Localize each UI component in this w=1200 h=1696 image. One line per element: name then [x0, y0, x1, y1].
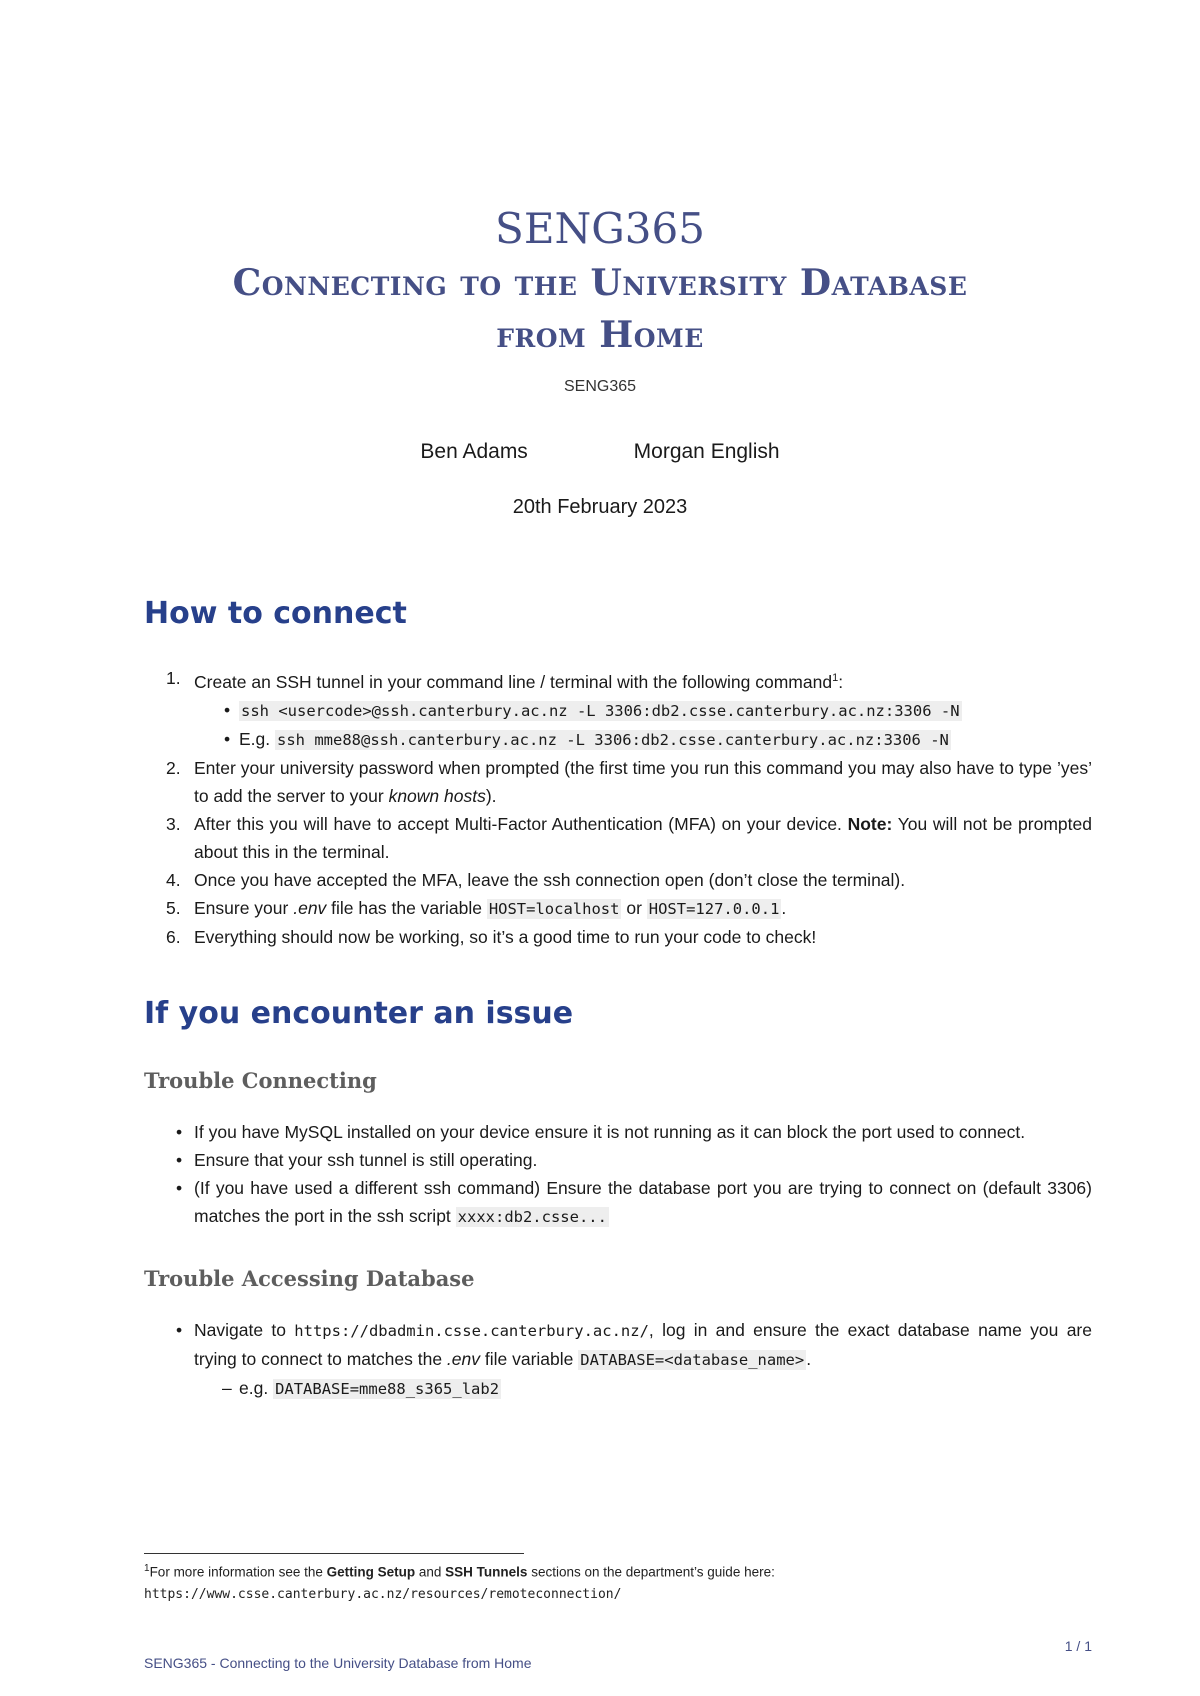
step-text-end: . — [781, 897, 787, 918]
step-6 — [144, 923, 1092, 951]
step-text: Ensure your — [194, 897, 294, 918]
trouble-connecting-list — [144, 1118, 1092, 1231]
sub-list-item — [144, 1374, 1092, 1403]
step-2 — [144, 754, 1092, 810]
list-item — [144, 1146, 1092, 1174]
list-item — [144, 1118, 1092, 1146]
database-var-code: DATABASE=<database_name> — [580, 1351, 805, 1369]
step-text: After this you will have to accept Multi-Factor Authentication (MFA) on your device. — [194, 813, 848, 834]
list-item-text: Navigate to — [194, 1320, 295, 1340]
getting-setup-label: Getting Setup — [326, 1564, 416, 1580]
footnote-mark: 1 — [144, 1563, 150, 1574]
step-number: 1. — [166, 668, 181, 688]
footnote-ref[interactable]: 1 — [832, 672, 839, 684]
authors — [0, 440, 1200, 464]
step-4 — [144, 866, 1092, 894]
step-1 — [144, 664, 1092, 696]
step-text-end: ). — [485, 785, 497, 806]
step-colon: : — [838, 671, 844, 692]
list-item — [144, 1174, 1092, 1231]
ssh-script-code: xxxx:db2.csse... — [457, 1208, 607, 1226]
title-block — [0, 205, 1200, 361]
bullet: • — [176, 1178, 183, 1198]
env-file-term: .env — [446, 1349, 480, 1369]
footnote-text: For more information see the — [149, 1564, 327, 1580]
bullet: • — [176, 1320, 183, 1340]
bullet: • — [224, 699, 231, 720]
step-1-sub-1 — [144, 696, 1092, 725]
subsection-heading: Trouble Connecting — [144, 1068, 377, 1093]
bullet: • — [176, 1150, 183, 1170]
title-line-1: Connecting to the University Database — [232, 262, 968, 304]
dash-bullet: – — [222, 1378, 232, 1398]
dbadmin-link[interactable]: https://dbadmin.csse.canterbury.ac.nz/ — [294, 1322, 649, 1340]
list-item-text-mid: , log in and ensure the exact database name you are trying to connect to matches the — [194, 1320, 1092, 1369]
document-date: 20th February 2023 — [512, 496, 688, 518]
footnote — [144, 1558, 1092, 1605]
list-item-text: If you have MySQL installed on your device ensure it is not running as it can block the port used to connect. — [194, 1122, 1026, 1142]
step-3 — [144, 810, 1092, 866]
list-item-text: (If you have used a different ssh command) Ensure the database port you are trying to connect on (default 3306) matches the port in the ssh script — [194, 1178, 1092, 1226]
trouble-accessing-list — [144, 1316, 1092, 1403]
footnote-divider — [144, 1553, 524, 1554]
step-number: 3. — [166, 813, 181, 834]
steps-list — [144, 664, 1092, 951]
footnote-text-mid: sections on the department’s guide here: — [527, 1564, 775, 1580]
subtitle: SENG365 — [563, 378, 637, 395]
host-ip-code: HOST=127.0.0.1 — [648, 899, 780, 918]
step-text-end: You will not be prompted about this in the terminal. — [194, 813, 1092, 862]
example-prefix: E.g. — [239, 728, 275, 749]
step-5 — [144, 894, 1092, 923]
env-file-term: .env — [293, 897, 327, 918]
document-title — [0, 257, 1200, 361]
ssh-command-example: ssh mme88@ssh.canterbury.ac.nz -L 3306:db2.csse.canterbury.ac.nz:3306 -N — [277, 730, 949, 749]
step-number: 5. — [166, 897, 181, 918]
step-1-sub-2 — [144, 725, 1092, 754]
note-label: Note: — [847, 813, 893, 834]
ssh-command: ssh <usercode>@ssh.canterbury.ac.nz -L 3306:db2.csse.canterbury.ac.nz:3306 -N — [241, 701, 960, 720]
footnote-text-and: and — [415, 1564, 446, 1580]
author-1: Ben Adams — [420, 440, 528, 463]
list-item-text-mid2: file variable — [480, 1349, 579, 1369]
page-number: 1 / 1 — [1064, 1638, 1092, 1654]
course-code-title: SENG365 — [495, 204, 705, 253]
step-text: Everything should now be working, so it’s a good time to run your code to check! — [194, 926, 817, 947]
list-item-text: Ensure that your ssh tunnel is still operating. — [194, 1150, 538, 1170]
author-2: Morgan English — [633, 440, 780, 463]
step-number: 6. — [166, 926, 181, 947]
guide-link[interactable]: https://www.csse.canterbury.ac.nz/resources/remoteconnection/ — [144, 1586, 622, 1602]
example-prefix: e.g. — [239, 1378, 274, 1398]
section-heading: If you encounter an issue — [144, 996, 574, 1031]
step-text: Once you have accepted the MFA, leave the ssh connection open (don’t close the terminal). — [194, 869, 906, 890]
step-number: 4. — [166, 869, 181, 890]
bullet: • — [224, 728, 231, 749]
ssh-tunnels-label: SSH Tunnels — [445, 1564, 528, 1580]
page-footer: SENG365 - Connecting to the University Database from Home — [144, 1655, 532, 1671]
bullet: • — [176, 1122, 183, 1142]
step-text-or: or — [621, 897, 647, 918]
section-encounter-issue — [144, 996, 1092, 1031]
known-hosts-term: known hosts — [388, 785, 486, 806]
section-how-to-connect — [144, 596, 1092, 631]
step-text: Enter your university password when prompted (the first time you run this command you may also have to type ’yes’ to add the server to your — [194, 757, 1092, 806]
subsection-trouble-connecting — [144, 1068, 1092, 1093]
list-item — [144, 1316, 1092, 1374]
list-item-text-end: . — [806, 1349, 812, 1369]
step-text-mid: file has the variable — [326, 897, 487, 918]
step-number: 2. — [166, 757, 181, 778]
subsection-trouble-accessing — [144, 1266, 1092, 1291]
database-example-code: DATABASE=mme88_s365_lab2 — [275, 1380, 500, 1398]
title-line-2: from Home — [496, 314, 704, 356]
section-heading: How to connect — [144, 596, 407, 631]
step-text: Create an SSH tunnel in your command line / terminal with the following command — [194, 671, 833, 692]
subsection-heading: Trouble Accessing Database — [144, 1266, 475, 1291]
host-localhost-code: HOST=localhost — [488, 899, 620, 918]
